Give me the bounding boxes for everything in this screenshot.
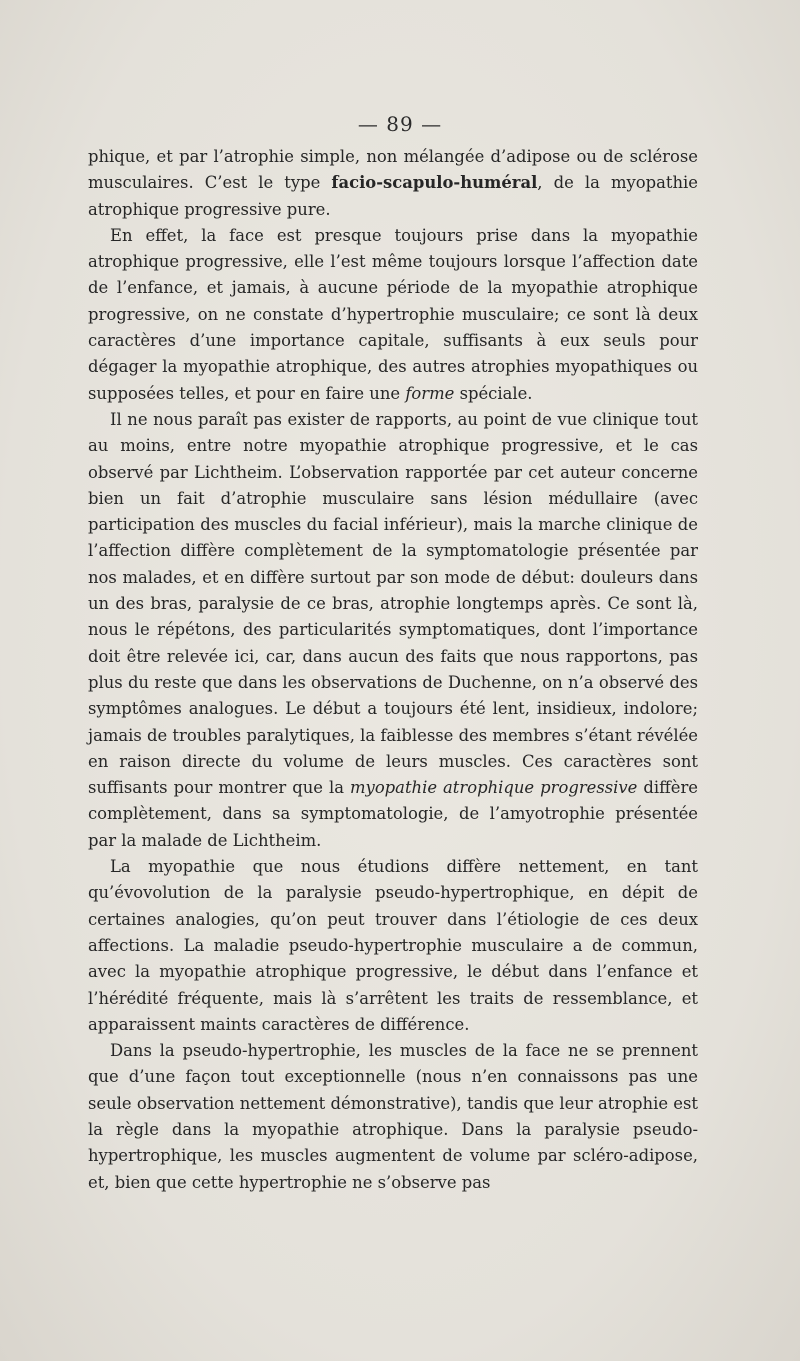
text-segment: phique, et par l’atrophie simple, non mélangée d’adipose ou de sclérose musculaires. C’est le type — [88, 147, 698, 193]
text-segment: Dans la pseudo-hypertrophie, les muscles de la face ne se prennent que d’une façon tout exceptionnelle (nous n’en connaissons pas une seule observation nettement démonstrative), tandis que leur atrophie est la règle dans la myopathie atrophique. Dans la paralysie pseudo-hypertrophique, les muscles augmentent de volume par scléro-adipose, et, bien que cette hypertrophie ne s’observe pas — [88, 1041, 698, 1192]
paragraph-4 — [88, 854, 698, 1038]
paragraph-3 — [88, 407, 698, 854]
text-segment: spéciale. — [454, 383, 533, 403]
text-segment: , de la myopathie atrophique progressive pure. — [88, 173, 698, 219]
paragraph-1 — [88, 144, 698, 223]
emphasis-italic: forme — [405, 383, 455, 403]
emphasis-bold: facio-scapulo-huméral — [331, 173, 538, 193]
text-segment: Il ne nous paraît pas exister de rapports, au point de vue clinique tout au moins, entre notre myopathie atrophique progressive, et le cas observé par Lichtheim. L’observation rapportée par cet auteur concerne bien un fait d’atrophie musculaire sans lésion médullaire (avec participation des muscles du facial inférieur), mais la marche clinique de l’affection diffère complètement de la symptomatologie présentée par nos malades, et en diffère surtout par son mode de début: douleurs dans un des bras, paralysie de ce bras, atrophie longtemps après. Ce sont là, nous le répétons, des particularités symptomatiques, dont l’importance doit être relevée ici, car, dans aucun des faits que nous rapportons, pas plus du reste que dans les observations de Duchenne, on n’a observé des symptômes analogues. Le début a toujours été lent, insidieux, indolore; jamais de troubles paralytiques, la faiblesse des membres s’étant révélée en raison directe du volume de leurs muscles. Ces caractères sont suffisants pour montrer que la — [88, 409, 699, 798]
text-segment: diffère complètement, dans sa symptomatologie, de l’amyotrophie présentée par la malade de Lichtheim. — [88, 778, 698, 850]
text-segment: La myopathie que nous étudions diffère nettement, en tant qu’évovolution de la paralysie pseudo-hypertrophique, en dépit de certaines analogies, qu’on peut trouver dans l’étiologie de ces deux affections. La maladie pseudo-hypertrophie musculaire a de commun, avec la myopathie atrophique progressive, le début dans l’enfance et l’hérédité fréquente, mais là s’arrêtent les traits de ressemblance, et apparaissent maints caractères de différence. — [88, 857, 698, 1034]
page-number: — 89 — — [357, 112, 443, 136]
emphasis-italic: myopathie atrophique progressive — [350, 778, 638, 798]
paragraph-2 — [88, 223, 698, 407]
body-text — [88, 144, 698, 1196]
text-segment: En effet, la face est presque toujours prise dans la myopathie atrophique progressive, elle l’est même toujours lorsque l’affection date de l’enfance, et jamais, à aucune période de la myopathie atrophique progressive, on ne constate d’hypertrophie musculaire; ce sont là deux caractères d’une importance capitale, suffisants à eux seuls pour dégager la myopathie atrophique, des autres atrophies myopathiques ou supposées telles, et pour en faire une — [88, 225, 698, 403]
paragraph-5 — [88, 1038, 698, 1196]
